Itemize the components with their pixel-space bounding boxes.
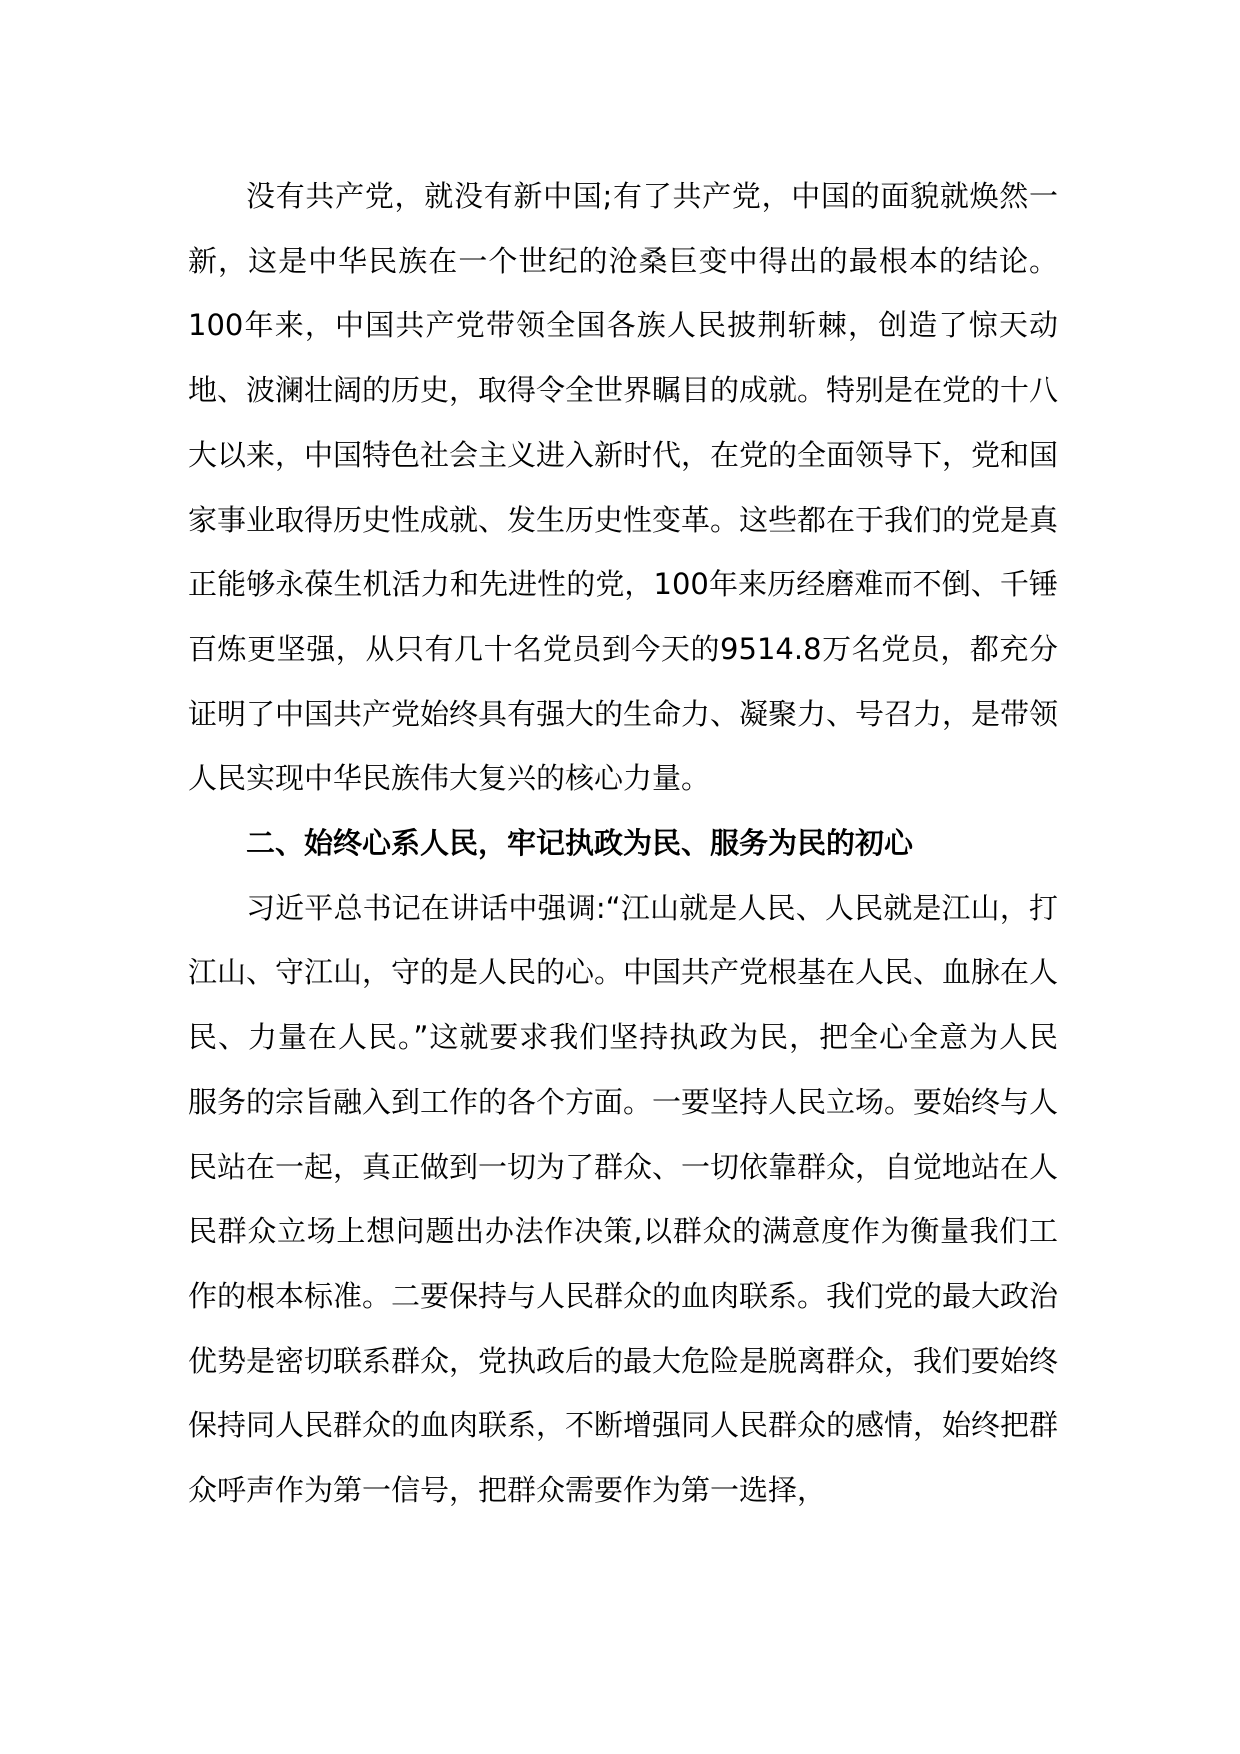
- section-heading-two: 二、始终心系人民，牢记执政为民、服务为民的初心: [246, 826, 914, 861]
- paragraph-party-history: 没有共产党，就没有新中国;有了共产党，中国的面貌就焕然一新，这是中华民族在一个世纪的沧桑巨变中得出的最根本的结论。100年来，中国共产党带领全国各族人民披荆斩棘，创造了惊天动地、波澜壮阔的历史，取得令全世界瞩目的成就。特别是在党的十八大以来，中国特色社会主义进入新时代，在党的全面领导下，党和国家事业取得历史性成就、发生历史性变革。这些都在于我们的党是真正能够永葆生机活力和先进性的党，100年来历经磨难而不倒、千锤百炼更坚强，从只有几十名党员到今天的9514.8万名党员，都充分证明了中国共产党始终具有强大的生命力、凝聚力、号召力，是带领人民实现中华民族伟大复兴的核心力量。: [188, 179, 1059, 796]
- paragraph-serve-people: 习近平总书记在讲话中强调:“江山就是人民、人民就是江山，打江山、守江山，守的是人民的心。中国共产党根基在人民、血脉在人民、力量在人民。”这就要求我们坚持执政为民，把全心全意为人民服务的宗旨融入到工作的各个方面。一要坚持人民立场。要始终与人民站在一起，真正做到一切为了群众、一切依靠群众，自觉地站在人民群众立场上想问题出办法作决策,以群众的满意度作为衡量我们工作的根本标准。二要保持与人民群众的血肉联系。我们党的最大政治优势是密切联系群众，党执政后的最大危险是脱离群众，我们要始终保持同人民群众的血肉联系，不断增强同人民群众的感情，始终把群众呼声作为第一信号，把群众需要作为第一选择，: [188, 890, 1059, 1508]
- document-body: [188, 164, 1058, 1523]
